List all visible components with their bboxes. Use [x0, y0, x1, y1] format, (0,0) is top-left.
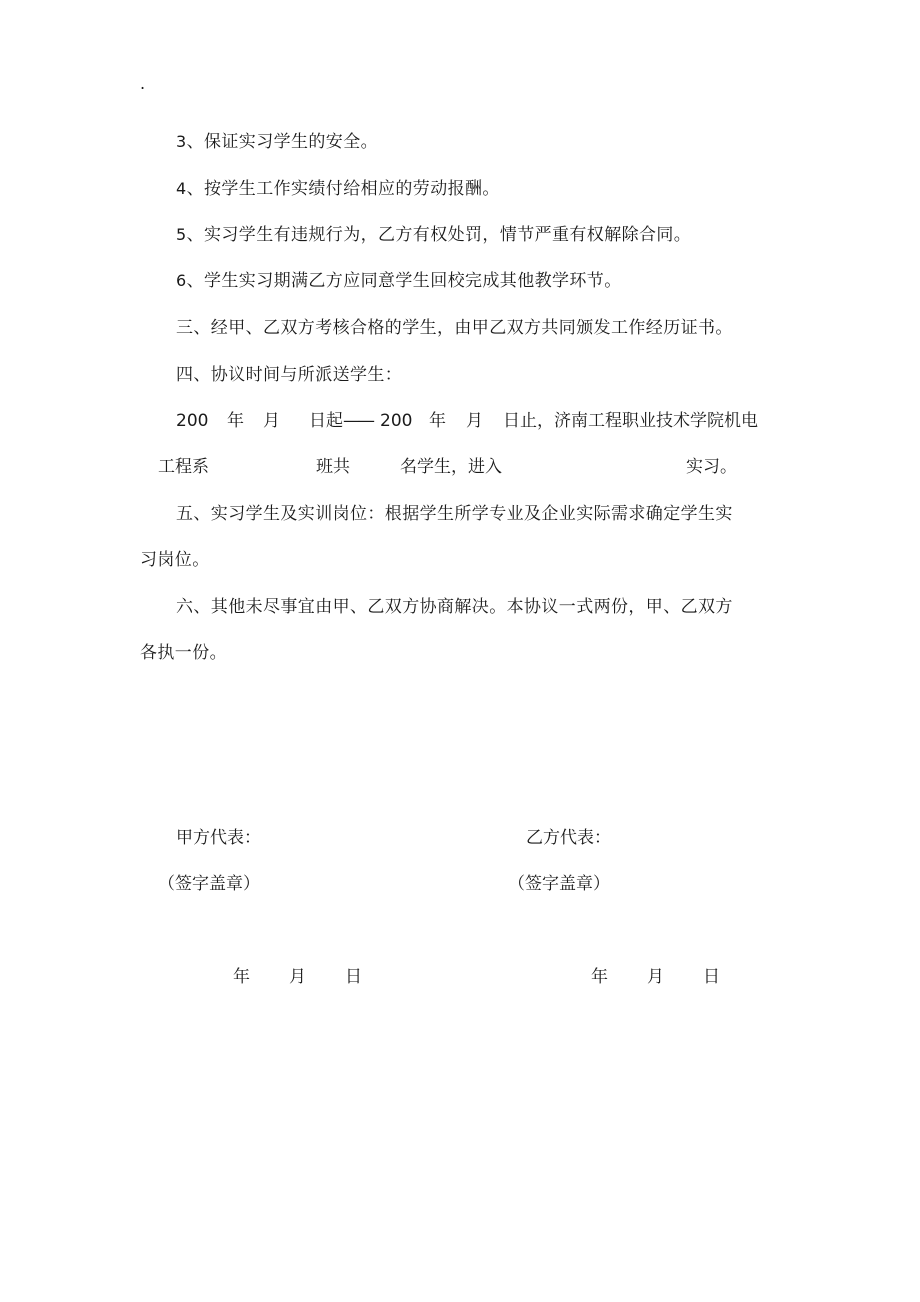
- party-a-date-month: 月: [289, 967, 306, 987]
- class-label: 班共: [316, 457, 350, 477]
- item-4: [176, 178, 500, 200]
- item-3-number: 3: [176, 132, 187, 151]
- section-5-line-2: 习岗位。: [140, 550, 210, 570]
- top-mark: .: [140, 74, 146, 93]
- item-3-text: 、保证实习学生的安全。: [186, 132, 378, 152]
- section-6-line-2: 各执一份。: [140, 643, 227, 663]
- party-b-date-day: 日: [703, 967, 720, 987]
- party-a-date-day: 日: [345, 967, 362, 987]
- section-4: 四、协议时间与所派送学生：: [176, 365, 403, 385]
- end-day-text: 日止，济南工程职业技术学院机电: [503, 411, 758, 431]
- item-5: [176, 224, 691, 246]
- party-a-seal: （签字盖章）: [158, 874, 260, 894]
- section-3: 三、经甲、乙双方考核合格的学生，由甲乙双方共同颁发工作经历证书。: [176, 318, 733, 338]
- start-year: 200: [176, 411, 209, 431]
- end-month-label: 月: [466, 411, 483, 431]
- end-year-label: 年: [429, 411, 446, 431]
- section-5-line-1: 五、实习学生及实训岗位：根据学生所学专业及企业实际需求确定学生实: [176, 504, 733, 524]
- period-dash: ——: [343, 411, 373, 431]
- item-5-text: 、实习学生有违规行为，乙方有权处罚，情节严重有权解除合同。: [186, 225, 692, 245]
- item-3: [176, 131, 378, 153]
- party-a-representative: 甲方代表：: [176, 828, 261, 848]
- end-year: 200: [380, 411, 413, 431]
- item-6: [176, 270, 622, 292]
- start-day-label: [309, 410, 373, 432]
- party-b-date-year: 年: [591, 967, 608, 987]
- item-6-text: 、学生实习期满乙方应同意学生回校完成其他教学环节。: [186, 271, 622, 291]
- practice-label: 实习。: [686, 457, 737, 477]
- item-5-number: 5: [176, 225, 187, 244]
- party-a-date-year: 年: [233, 967, 250, 987]
- item-4-text: 、按学生工作实绩付给相应的劳动报酬。: [186, 179, 500, 199]
- item-4-number: 4: [176, 179, 187, 198]
- start-year-label: 年: [227, 411, 244, 431]
- start-month-label: 月: [263, 411, 280, 431]
- party-b-seal: （签字盖章）: [508, 874, 610, 894]
- party-b-date-month: 月: [647, 967, 664, 987]
- item-6-number: 6: [176, 271, 187, 290]
- section-6-line-1: 六、其他未尽事宜由甲、乙双方协商解决。本协议一式两份，甲、乙双方: [176, 597, 733, 617]
- start-day-text: 日起: [309, 411, 343, 431]
- department: 工程系: [158, 457, 209, 477]
- party-b-representative: 乙方代表：: [526, 828, 611, 848]
- students-label: 名学生，进入: [400, 457, 502, 477]
